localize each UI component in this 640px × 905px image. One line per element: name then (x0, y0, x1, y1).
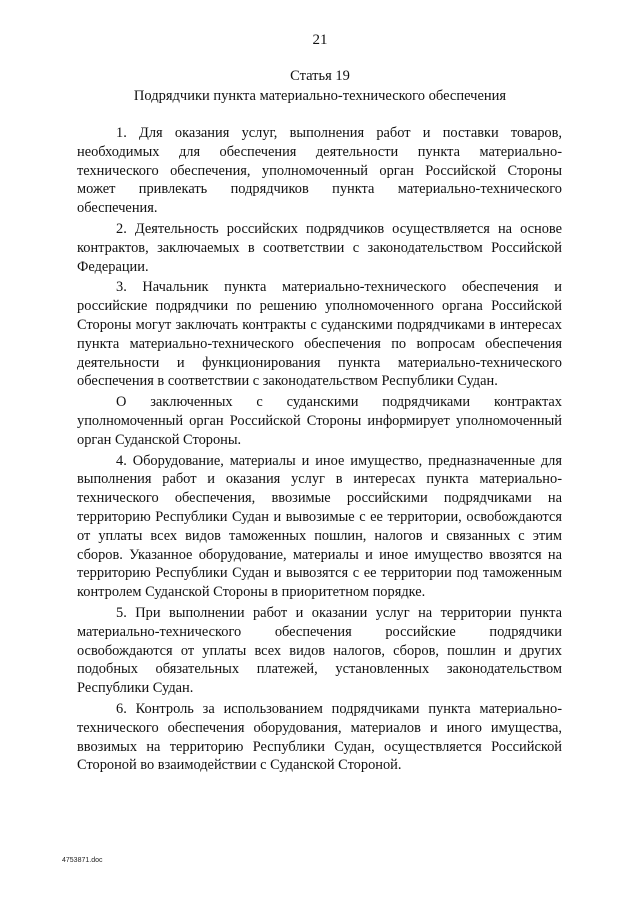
paragraph-1: 1. Для оказания услуг, выполнения работ и поставки товаров, необходимых для обеспечения деятельности пункта материально-технического обеспечения, уполномоченный орган Российской Стороны может привлекать подрядчиков пункта материально-технического обеспечения. (77, 125, 562, 217)
paragraph-2: 2. Деятельность российских подрядчиков осуществляется на основе контрактов, заключаемых в соответствии с законодательством Российской Федерации. (77, 220, 562, 275)
paragraph-3-continuation: О заключенных с суданскими подрядчиками контрактах уполномоченный орган Российской Стороны информирует уполномоченный орган Суданской Стороны. (77, 394, 562, 448)
article-body (77, 124, 562, 777)
article-title: Статья 19 (290, 68, 350, 84)
document-code: 4753871.doc (62, 857, 103, 864)
paragraph-3: 3. Начальник пункта материально-технического обеспечения и российские подрядчики по решению уполномоченного органа Российской Стороны могут заключать контракты с суданскими подрядчиками в интересах пункта материально-технического обеспечения по вопросам обеспечения деятельности и функционирования пункта материально-технического обеспечения в соответствии с законодательством Республики Судан. (77, 279, 562, 390)
page-number: 21 (312, 32, 328, 48)
paragraph-6: 6. Контроль за использованием подрядчиками пункта материально-технического обеспечения оборудования, материалов и иного имущества, ввозимых на территорию Республики Судан, осуществляется Российской Стороной во взаимодействии с Суданской Стороной. (77, 700, 562, 774)
article-subtitle: Подрядчики пункта материально-технического обеспечения (133, 88, 507, 104)
paragraph-4: 4. Оборудование, материалы и иное имущество, предназначенные для выполнения работ и оказания услуг в интересах пункта материально-технического обеспечения, ввозимые российскими подрядчиками на территорию Республики Судан и вывозимые с ее территории, освобождаются от уплаты всех видов таможенных пошлин, налогов и связанных с этим сборов. Указанное оборудование, материалы и иное имущество ввозятся на территорию Республики Судан и вывозятся с ее территории под таможенным контролем Суданской Стороны в приоритетном порядке. (77, 452, 562, 601)
paragraph-5: 5. При выполнении работ и оказании услуг на территории пункта материально-технического обеспечения российские подрядчики освобождаются от уплаты всех видов налогов, сборов, пошлин и других подобных обязательных платежей, установленных законодательством Республики Судан. (77, 604, 562, 697)
